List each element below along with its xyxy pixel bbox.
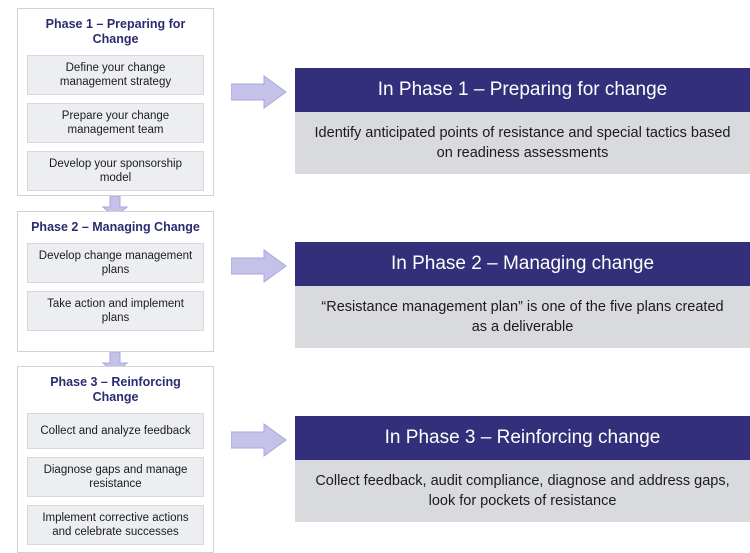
phase-1-card-header: In Phase 1 – Preparing for change — [295, 68, 750, 112]
phase-2-step-1: Develop change management plans — [27, 243, 204, 283]
phase-title-1: Phase 1 – Preparing for Change — [45, 17, 186, 46]
right-arrow-phase-2 — [231, 249, 287, 283]
phase-3-step-2: Diagnose gaps and manage resistance — [27, 457, 204, 497]
phase-1-card-body: Identify anticipated points of resistance and special tactics based on readiness assessments — [295, 112, 750, 174]
right-arrow-phase-3 — [231, 423, 287, 457]
phase-title-3: Phase 3 – Reinforcing Change — [50, 375, 181, 404]
phase-1-step-3: Develop your sponsorship model — [27, 151, 204, 191]
phase-2-card-header: In Phase 2 – Managing change — [295, 242, 750, 286]
phase-box-3 — [17, 366, 214, 553]
phase-3-step-3: Implement corrective actions and celebrate successes — [27, 505, 204, 545]
phase-3-card-header: In Phase 3 – Reinforcing change — [295, 416, 750, 460]
phase-3-card — [295, 416, 750, 522]
right-arrow-phase-1 — [231, 75, 287, 109]
phase-1-step-2: Prepare your change management team — [27, 103, 204, 143]
phase-3-card-body: Collect feedback, audit compliance, diagnose and address gaps, look for pockets of resistance — [295, 460, 750, 522]
phase-box-2 — [17, 211, 214, 352]
phase-2-card — [295, 242, 750, 348]
phase-2-card-body: “Resistance management plan” is one of the five plans created as a deliverable — [295, 286, 750, 348]
phase-1-card — [295, 68, 750, 174]
phase-box-1 — [17, 8, 214, 196]
phase-3-step-1: Collect and analyze feedback — [27, 413, 204, 449]
phase-title-2: Phase 2 – Managing Change — [31, 220, 200, 234]
phase-1-step-1: Define your change management strategy — [27, 55, 204, 95]
phase-2-step-2: Take action and implement plans — [27, 291, 204, 331]
